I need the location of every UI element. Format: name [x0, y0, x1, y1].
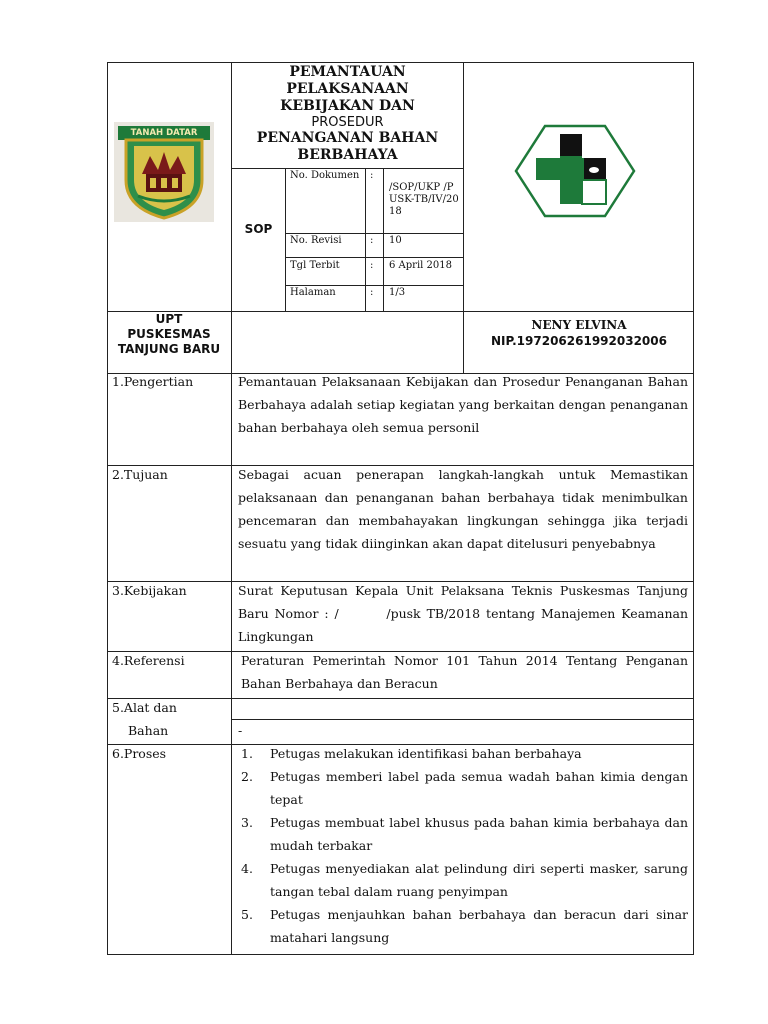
meta-sep-revisi: :: [370, 235, 374, 246]
title-line-3: KEBIJAKAN DAN: [280, 98, 415, 114]
list-item: [241, 857, 688, 903]
list-item-num: 3.: [241, 815, 253, 830]
row-line-4: [107, 698, 694, 699]
meta-sep-terbit: :: [370, 260, 374, 271]
meta-vline-a: [285, 168, 286, 311]
tanah-datar-logo: [114, 122, 214, 222]
list-item-num: 1.: [241, 746, 253, 761]
header-hline-title: [231, 168, 463, 169]
meta-sep-halaman: :: [370, 287, 374, 298]
meta-vline-c: [383, 168, 384, 311]
label-tujuan: 2.Tujuan: [112, 467, 168, 482]
meta-label-halaman: Halaman: [290, 287, 336, 298]
title-line-2: PELAKSANAAN: [286, 81, 409, 97]
list-item-num: 2.: [241, 769, 253, 784]
list-item-num: 5.: [241, 907, 253, 922]
title-line-1: PEMANTAUAN: [289, 64, 406, 80]
list-item-text: Petugas menyediakan alat pelindung diri seperti masker, sarung tangan tebal dalam ruang penyimpan: [270, 861, 688, 899]
org-name: UPT PUSKESMAS TANJUNG BARU: [117, 312, 221, 356]
meta-value-revisi: 10: [389, 235, 402, 246]
signer-name: NENY ELVINA: [531, 318, 627, 332]
proses-list: [241, 742, 688, 949]
label-proses: 6.Proses: [112, 746, 167, 761]
label-alat-1: 5.Alat dan: [112, 700, 177, 715]
meta-label-dokumen: No. Dokumen: [290, 170, 360, 181]
title-line-4: PENANGANAN BAHAN: [256, 130, 439, 146]
text-pengertian: Pemantauan Pelaksanaan Kebijakan dan Prosedur Penanganan Bahan Berbahaya adalah setiap kegiatan yang berkaitan dengan penanganan bahan berbahaya oleh semua personil: [238, 374, 688, 435]
list-item-text: Petugas melakukan identifikasi bahan berbahaya: [270, 746, 582, 761]
row-line-4b: [231, 719, 694, 720]
meta-hline-3: [285, 285, 463, 286]
list-item-num: 4.: [241, 861, 253, 876]
meta-value-terbit: 6 April 2018: [389, 260, 452, 271]
document-title: [232, 62, 463, 168]
meta-sep-dokumen: :: [370, 170, 374, 181]
logo-banner-text: TANAH DATAR: [130, 128, 198, 138]
label-alat-2: Bahan: [128, 723, 169, 738]
sop-label: SOP: [244, 222, 273, 236]
meta-label-terbit: Tgl Terbit: [290, 260, 340, 271]
meta-hline-1: [285, 233, 463, 234]
text-kebijakan: Surat Keputusan Kepala Unit Pelaksana Teknis Puskesmas Tanjung Baru Nomor : / /pusk TB/2018 tentang Manajemen Keamanan Lingkungan: [238, 583, 692, 644]
title-sub: PROSEDUR: [311, 115, 384, 130]
text-tujuan: Sebagai acuan penerapan langkah-langkah untuk Memastikan pelaksanaan dan penanganan bahan berbahaya tidak menimbulkan pencemaran dan membahayakan lingkungan sehingga jika terjadi sesuatu yang tidak diinginkan akan dapat ditelusuri penyebabnya: [238, 467, 688, 551]
label-pengertian: 1.Pengertian: [112, 374, 194, 389]
list-item-text: Petugas menjauhkan bahan berbahaya dan beracun dari sinar matahari langsung: [270, 907, 688, 945]
list-item: [241, 765, 688, 811]
list-item: [241, 742, 688, 765]
label-kebijakan: 3.Kebijakan: [112, 583, 187, 598]
title-line-5: BERBAHAYA: [297, 147, 398, 163]
label-referensi: 4.Referensi: [112, 653, 185, 668]
text-referensi: Peraturan Pemerintah Nomor 101 Tahun 2014 Tentang Penganan Bahan Berbahaya dan Beracun: [241, 653, 688, 691]
list-item: [241, 811, 688, 857]
meta-label-revisi: No. Revisi: [290, 235, 342, 246]
list-item: [241, 903, 688, 949]
meta-value-dokumen: /SOP/UKP /PUSK-TB/IV/20 18: [389, 182, 459, 217]
signer-nip: NIP.197206261992032006: [491, 334, 667, 348]
text-alat: -: [238, 723, 243, 738]
meta-value-halaman: 1/3: [389, 287, 406, 298]
puskesmas-cross-logo: [514, 124, 636, 218]
body-vline: [231, 373, 232, 955]
list-item-text: Petugas memberi label pada semua wadah bahan kimia dengan tepat: [270, 769, 688, 807]
meta-hline-2: [285, 257, 463, 258]
list-item-text: Petugas membuat label khusus pada bahan kimia berbahaya dan mudah terbakar: [270, 815, 688, 853]
meta-vline-b: [365, 168, 366, 311]
